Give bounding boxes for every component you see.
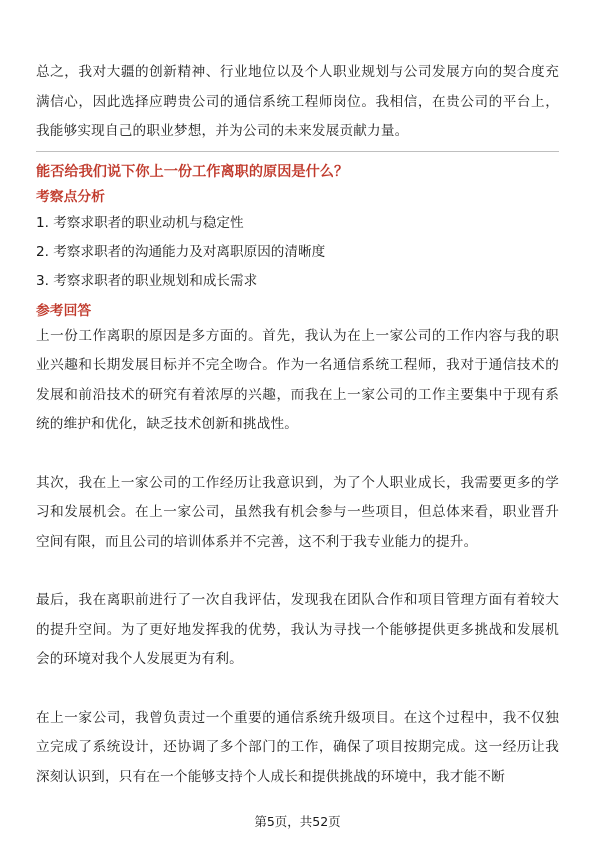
analysis-heading: 考察点分析 bbox=[36, 188, 105, 205]
answer-paragraph: 最后，我在离职前进行了一次自我评估，发现我在团队合作和项目管理方面有着较大的提升空间。为了更好地发挥我的优势，我认为寻找一个能够提供更多挑战和发展机会的环境对我个人发展更为有利。 bbox=[36, 592, 559, 667]
analysis-point: 3. 考察求职者的职业规划和成长需求 bbox=[36, 272, 258, 289]
analysis-point: 2. 考察求职者的沟通能力及对离职原因的清晰度 bbox=[36, 243, 326, 260]
document-page bbox=[36, 0, 559, 792]
analysis-list bbox=[36, 210, 559, 295]
analysis-point: 1. 考察求职者的职业动机与稳定性 bbox=[36, 214, 244, 231]
page-number: 第5页，共52页 bbox=[254, 814, 341, 829]
answer-heading: 参考回答 bbox=[36, 302, 92, 319]
section-divider bbox=[36, 151, 559, 152]
answer-paragraph: 其次，我在上一家公司的工作经历让我意识到，为了个人职业成长，我需要更多的学习和发展机会。在上一家公司，虽然我有机会参与一些项目，但总体来看，职业晋升空间有限，而且公司的培训体系并不完善，这不利于我专业能力的提升。 bbox=[36, 474, 559, 550]
intro-paragraph: 总之，我对大疆的创新精神、行业地位以及个人职业规划与公司发展方向的契合度充满信心，因此选择应聘贵公司的通信系统工程师岗位。我相信，在贵公司的平台上，我能够实现自己的职业梦想，并为公司的未来发展贡献力量。 bbox=[36, 64, 559, 139]
interview-question: 能否给我们说下你上一份工作离职的原因是什么？ bbox=[36, 163, 349, 180]
answer-paragraph: 上一份工作离职的原因是多方面的。首先，我认为在上一家公司的工作内容与我的职业兴趣和长期发展目标并不完全吻合。作为一名通信系统工程师，我对于通信技术的发展和前沿技术的研究有着浓厚的兴趣，而我在上一家公司的工作主要集中于现有系统的维护和优化，缺乏技术创新和挑战性。 bbox=[36, 327, 559, 432]
answer-paragraph: 在上一家公司，我曾负责过一个重要的通信系统升级项目。在这个过程中，我不仅独立完成了系统设计，还协调了多个部门的工作，确保了项目按期完成。这一经历让我深刻认识到，只有在一个能够支持个人成长和提供挑战的环境中，我才能不断 bbox=[36, 709, 559, 785]
